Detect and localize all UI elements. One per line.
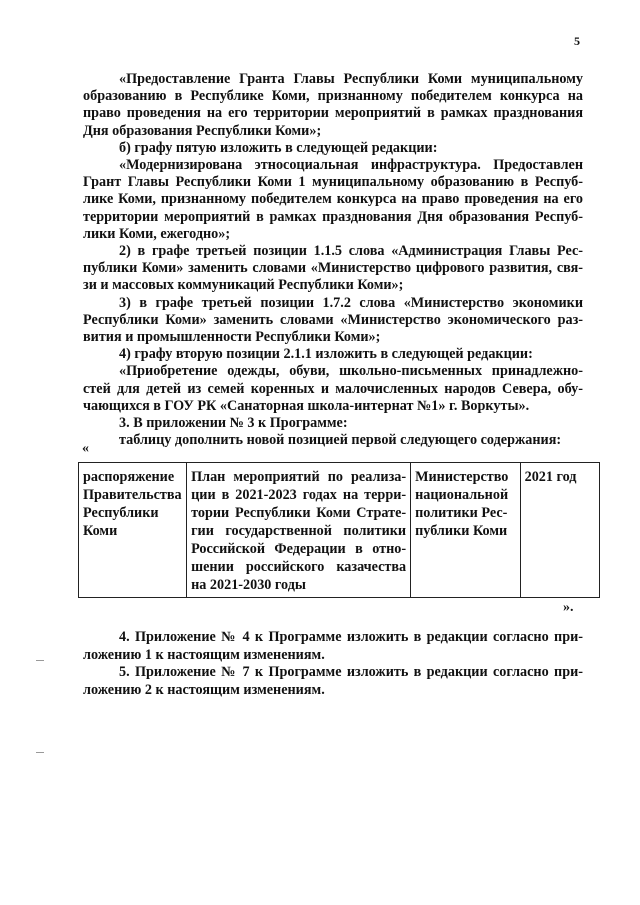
text-line: б) графу пятую изложить в следующей редакции: — [119, 139, 438, 156]
table-cell-line: гии государственной политики — [191, 523, 407, 539]
table-cell-line: политики Рес- — [415, 505, 508, 521]
text-line: чающихся в ГОУ РК «Санаторная школа-интернат №1» г. Воркуты». — [83, 397, 530, 414]
text-line: 3. В приложении № 3 к Программе: — [119, 415, 348, 431]
table-cell-responsible — [411, 463, 521, 598]
text-line: 5. Приложение № 7 к Программе изложить в редакции согласно при- — [119, 664, 583, 681]
text-line: право проведения на его территории мероприятий в рамках празднования — [83, 105, 583, 122]
table-row — [79, 463, 600, 598]
margin-mark — [36, 752, 44, 753]
table-cell-document-type — [79, 463, 187, 598]
table-cell-line: ции в 2021-2023 годах на терри- — [191, 487, 407, 503]
text-line: стей для детей из семей коренных и малочисленных народов Севера, обу- — [83, 380, 583, 397]
text-line: образованию в Республике Коми, признанному победителем конкурса на — [83, 88, 583, 105]
text-line: 4) графу вторую позиции 2.1.1 изложить в следующей редакции: — [119, 346, 533, 363]
table-cell-line: Коми — [83, 523, 118, 539]
text-line: «Приобретение одежды, обуви, школьно-письменных принадлежно- — [119, 363, 583, 380]
text-line: ложению 2 к настоящим изменениям. — [83, 681, 325, 698]
text-line: 4. Приложение № 4 к Программе изложить в редакции согласно при- — [119, 629, 583, 645]
text-line: 3) в графе третьей позиции 1.7.2 слова «Министерство экономики — [119, 294, 583, 311]
text-line: «Предоставление Гранта Главы Республики Коми муниципальному — [119, 71, 583, 87]
table-cell-line: Республики — [83, 505, 159, 521]
table-cell-line: 2021 год — [524, 469, 577, 485]
table-cell-line: План мероприятий по реализа- — [191, 469, 407, 485]
text-line: публики Коми» заменить словами «Министерство цифрового развития, свя- — [83, 260, 583, 277]
text-line: Грант Главы Республики Коми 1 муниципальному образованию в Респуб- — [83, 174, 583, 191]
insert-table — [78, 462, 600, 598]
margin-mark — [36, 660, 44, 661]
text-line: зи и массовых коммуникаций Республики Коми»; — [83, 277, 404, 294]
table-cell-line: шении российского казачества — [191, 559, 407, 575]
table-cell-year — [520, 463, 599, 598]
table-cell-line: публики Коми — [415, 523, 508, 539]
table-cell-line: Министерство — [415, 469, 509, 485]
table-close-quote: ». — [563, 600, 574, 615]
table-cell-line: распоряжение — [83, 469, 175, 485]
page-number: 5 — [574, 34, 580, 48]
text-line: вития и промышленности Республики Коми»; — [83, 329, 381, 345]
table-cell-title — [187, 463, 411, 598]
text-line: ложению 1 к настоящим изменениям. — [83, 646, 325, 663]
text-line: Республики Коми» заменить словами «Министерство экономического раз- — [83, 311, 583, 328]
text-line: 2) в графе третьей позиции 1.1.5 слова «Администрация Главы Рес- — [119, 243, 583, 259]
text-line: «Модернизирована этносоциальная инфраструктура. Предоставлен — [119, 157, 583, 173]
text-line: таблицу дополнить новой позицией первой следующего содержания: — [119, 432, 562, 449]
text-line: лики Коми, ежегодно»; — [83, 225, 231, 242]
table-cell-line: национальной — [415, 487, 509, 503]
table-cell-line: на 2021-2030 годы — [191, 577, 306, 593]
text-line: лике Коми, признанному победителем конкурса на право проведения на его — [83, 191, 583, 208]
table-open-quote: « — [82, 441, 89, 456]
table-cell-line: тории Республики Коми Страте- — [191, 505, 407, 521]
text-line: Дня образования Республики Коми»; — [83, 122, 322, 139]
text-line: территории мероприятий в рамках празднования Дня образования Респуб- — [83, 208, 583, 225]
table-cell-line: Правительства — [83, 487, 182, 503]
table-cell-line: Российской Федерации в отно- — [191, 541, 407, 557]
